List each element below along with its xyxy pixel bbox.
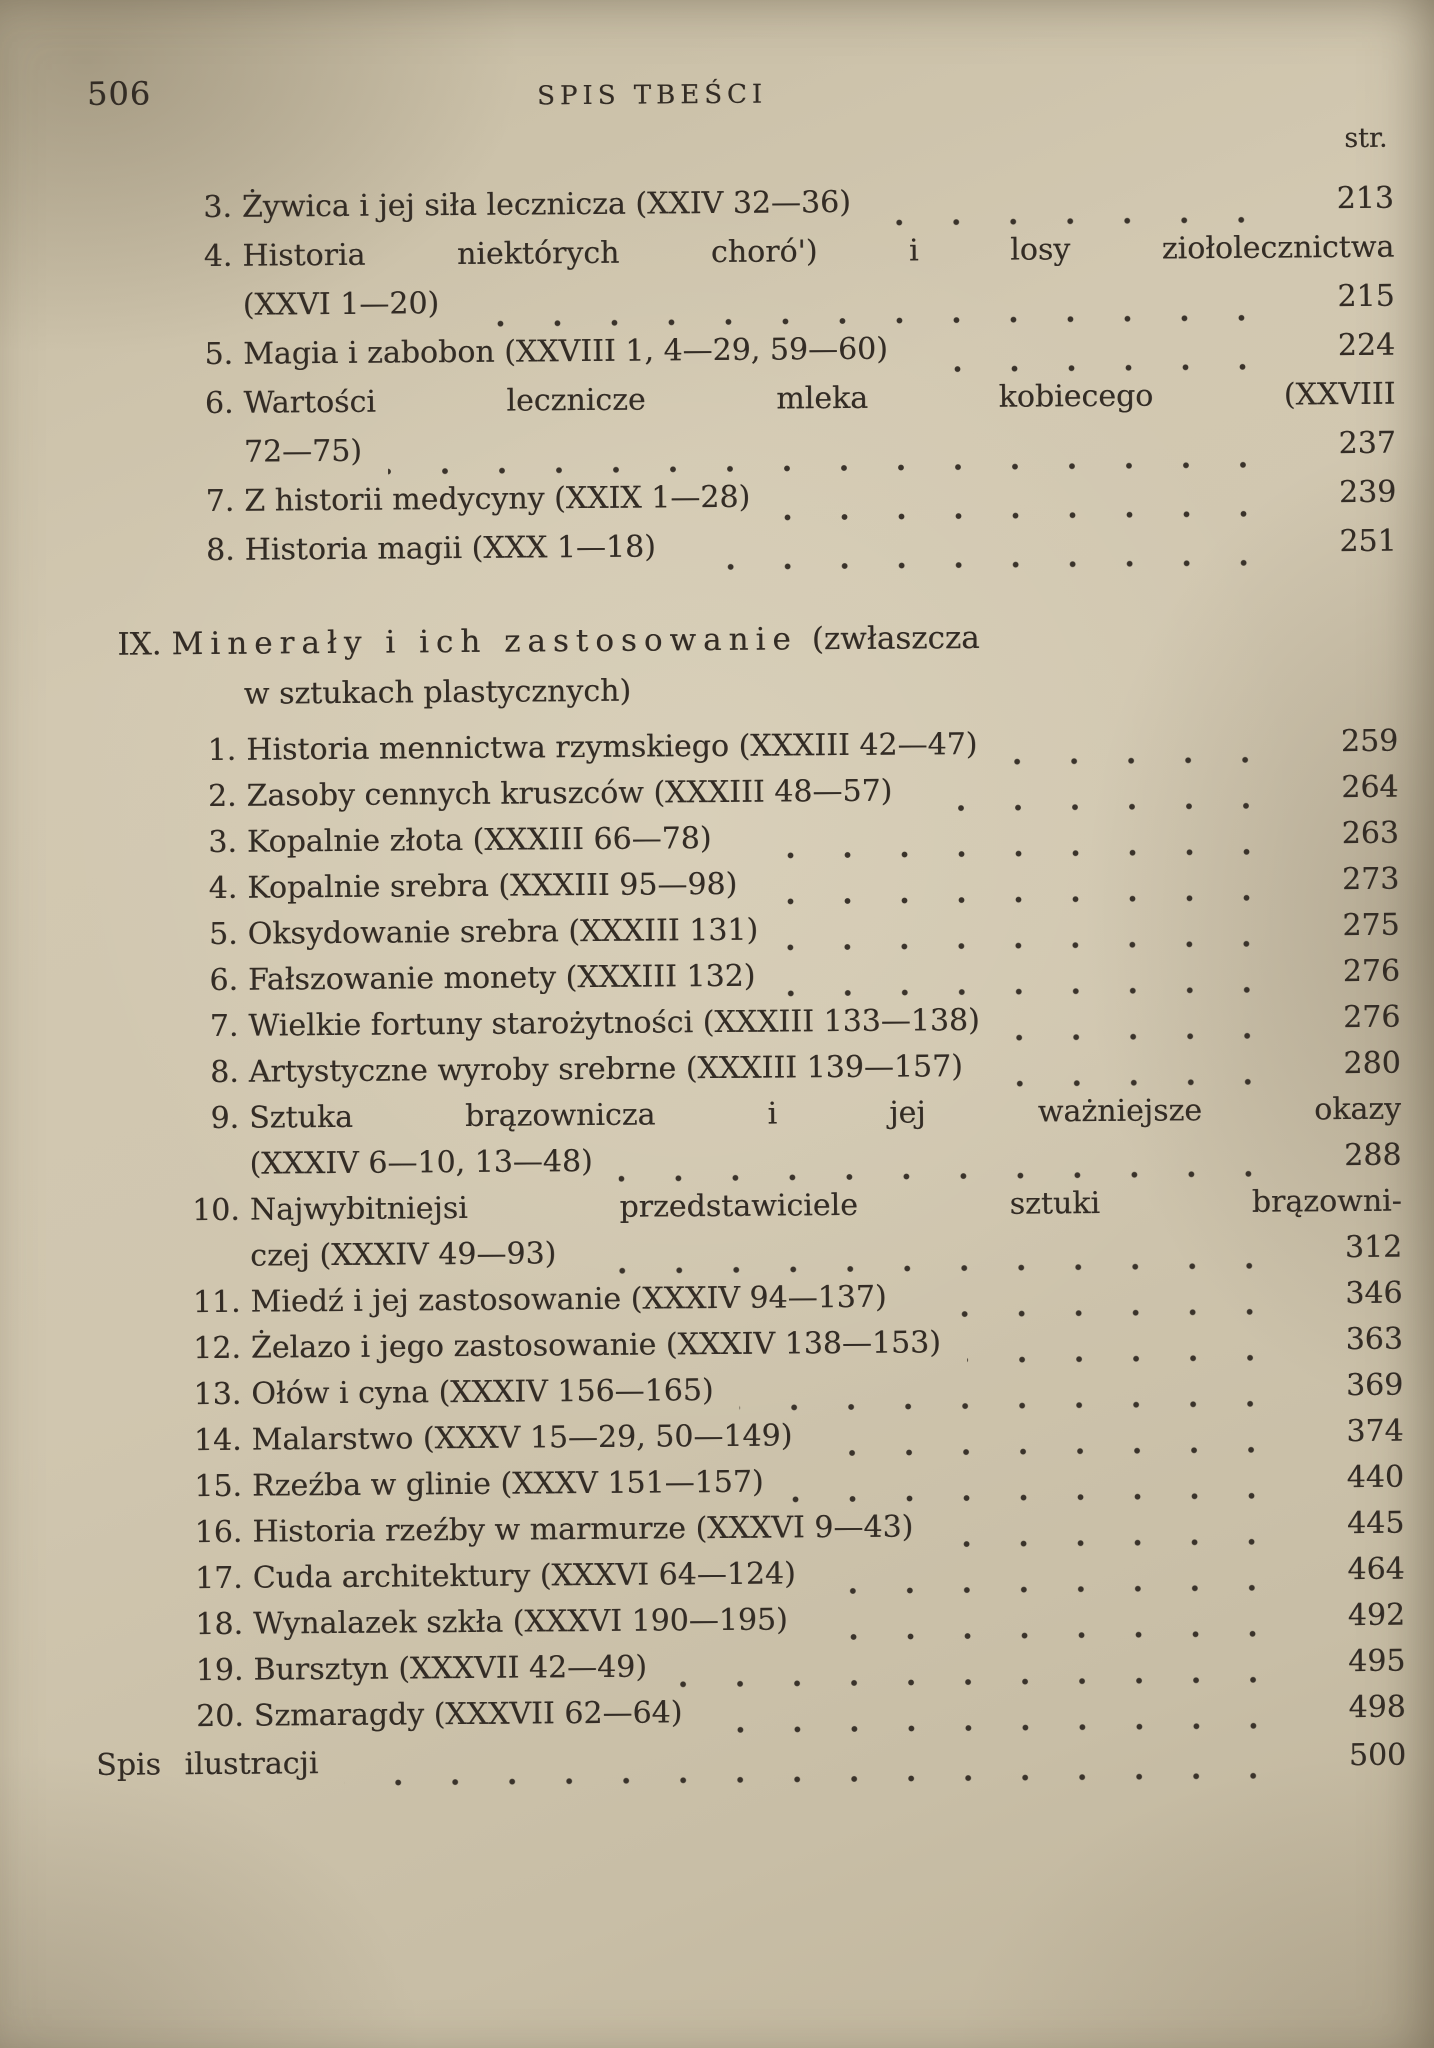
entry-text: Z historii medycyny (XXIX 1—28)	[244, 479, 751, 519]
entry-page-number: 288	[1344, 1137, 1402, 1174]
dot-leader	[1006, 1028, 1301, 1042]
folio-number: 506	[86, 74, 152, 113]
entry-number: 9.	[210, 1100, 240, 1136]
entry-page-number: 312	[1344, 1229, 1403, 1266]
entry-text: (XXXIV 6—10, 13—48)	[249, 1143, 593, 1182]
entry-page-number: 259	[1340, 723, 1399, 760]
dot-leader	[782, 982, 1301, 998]
entry-number: 8.	[205, 532, 235, 569]
section-ix-title-suffix: (zwłaszcza	[811, 619, 980, 658]
entry-text: Oksydowanie srebra (XXXIII 131)	[247, 912, 759, 952]
entry-page-number: 445	[1346, 1505, 1405, 1542]
dot-leader	[913, 1304, 1303, 1319]
section-ix-roman-numeral: IX.	[117, 626, 162, 663]
entry-page-number: 273	[1341, 861, 1400, 898]
entry-number: 11.	[192, 1284, 241, 1321]
entry-number: 13.	[193, 1376, 242, 1413]
entry-number: 2.	[207, 778, 237, 814]
entry-page-number: 495	[1348, 1643, 1406, 1680]
entry-number: 17.	[194, 1560, 243, 1597]
section-ix-line2: w sztukach plastycznych)	[243, 673, 632, 712]
entry-number: 18.	[195, 1606, 244, 1643]
entry-text: Cuda architektury (XXXVI 64—124)	[252, 1556, 796, 1596]
dot-leader	[763, 890, 1299, 906]
entry-page-number: 498	[1348, 1689, 1406, 1726]
entry-text: Historia niektórych choró') i losy ziołolecznictwa	[242, 229, 1395, 274]
entry-number: 20.	[195, 1698, 244, 1735]
footer-entry-page-number: 500	[1348, 1737, 1407, 1774]
dot-leader	[967, 1350, 1303, 1365]
entry-text: Wartości lecznicze mleka kobiecego (XXVIII	[243, 376, 1396, 421]
entry-number: 5.	[208, 916, 238, 952]
entry-text: Zasoby cennych kruszców (XXXIII 48—57)	[246, 773, 893, 814]
entry-page-number: 440	[1346, 1459, 1405, 1496]
entry-text: Magia i zabobon (XXVIII 1, 4—29, 59—60)	[243, 331, 889, 372]
entry-text: Kopalnie złota (XXXIII 66—78)	[246, 821, 712, 860]
entry-number: 16.	[194, 1514, 243, 1551]
entry-number: 5.	[204, 336, 234, 373]
dot-leader	[582, 1258, 1302, 1276]
entry-page-number: 276	[1342, 999, 1401, 1036]
entry-number: 12.	[193, 1330, 242, 1367]
dot-leader	[939, 1534, 1304, 1549]
dot-leader	[989, 1074, 1301, 1088]
dot-leader	[740, 1396, 1304, 1412]
entry-text: 72—75)	[243, 433, 363, 470]
dot-leader	[814, 1626, 1305, 1642]
dot-leader	[822, 1580, 1305, 1596]
entry-page-number: 492	[1347, 1597, 1406, 1634]
entry-text: Malarstwo (XXXV 15—29, 50—149)	[251, 1418, 793, 1458]
dot-leader	[776, 506, 1296, 522]
entry-number: 10.	[192, 1192, 241, 1229]
entry-number: 3.	[208, 824, 238, 860]
entry-number: 8.	[210, 1054, 239, 1090]
footer-entry-label: Spis ilustracji	[96, 1746, 319, 1783]
section-ix-heading	[0, 616, 1434, 728]
entry-text: czej (XXXIV 49—93)	[250, 1236, 557, 1274]
entry-number: 15.	[194, 1468, 243, 1505]
entry-text: Wielkie fortuny starożytności (XXXIII 133—138)	[248, 1002, 980, 1044]
entry-number: 1.	[207, 732, 237, 769]
entry-page-number: 264	[1341, 769, 1399, 806]
entry-number: 7.	[209, 1008, 239, 1044]
entry-number: 14.	[193, 1422, 242, 1459]
dot-leader	[738, 844, 1300, 860]
entry-text: Szmaragdy (XXXVII 62—64)	[253, 1695, 683, 1734]
entry-text: Rzeźba w glinie (XXXV 151—157)	[251, 1464, 764, 1504]
entry-page-number: 213	[1336, 180, 1395, 217]
entry-number: 4.	[208, 870, 238, 906]
dot-leader	[918, 798, 1298, 813]
entry-text: Historia rzeźby w marmurze (XXXVI 9—43)	[252, 1509, 914, 1550]
entry-page-number: 275	[1342, 907, 1400, 944]
dot-leader	[388, 457, 1296, 476]
dot-leader	[914, 359, 1295, 374]
entry-text: Historia mennictwa rzymskiego (XXXIII 42—47)	[246, 726, 978, 768]
entry-text: Żywica i jej siła lecznicza (XXIV 32—36)	[241, 184, 851, 225]
entry-number: 7.	[205, 483, 235, 520]
entry-text: Fałszowanie monety (XXXIII 132)	[247, 958, 756, 998]
entry-number: 3.	[203, 189, 233, 226]
dot-leader	[465, 310, 1295, 329]
entry-number: 6.	[209, 962, 239, 998]
entry-text: Historia magii (XXX 1—18)	[244, 529, 656, 568]
dot-leader	[344, 1768, 1306, 1788]
entry-text: Żelazo i jego zastosowanie (XXXIV 138—153)	[250, 1325, 942, 1366]
entry-page-number: 237	[1338, 425, 1397, 462]
entry-page-number: 251	[1339, 523, 1397, 560]
entry-text: (XXVI 1—20)	[242, 286, 440, 323]
page-column-label: str.	[1344, 122, 1388, 155]
entry-page-number: 224	[1337, 327, 1396, 364]
entry-page-number: 239	[1338, 474, 1397, 511]
entry-text: Miedź i jej zastosowanie (XXXIV 94—137)	[250, 1279, 887, 1320]
dot-leader	[818, 1442, 1303, 1458]
dot-leader	[784, 936, 1300, 952]
entry-page-number: 215	[1337, 278, 1395, 315]
toc-part2-list	[0, 717, 1434, 1746]
entry-page-number: 369	[1345, 1367, 1404, 1404]
dot-leader	[619, 1166, 1302, 1183]
entry-number: 19.	[195, 1652, 244, 1689]
entry-page-number: 263	[1341, 815, 1400, 852]
entry-number: 4.	[203, 238, 233, 275]
section-ix-title: Minerały i ich zastosowanie	[171, 621, 798, 663]
dot-leader	[790, 1488, 1304, 1504]
dot-leader	[708, 1718, 1306, 1735]
toc-part1-list	[0, 174, 1433, 583]
entry-number: 6.	[204, 385, 234, 422]
entry-page-number: 346	[1345, 1275, 1403, 1312]
entry-text: Bursztyn (XXXVII 42—49)	[253, 1649, 648, 1688]
entry-page-number: 276	[1342, 953, 1401, 990]
entry-text: Artystyczne wyroby srebrne (XXXIII 139—157)	[248, 1049, 963, 1090]
toc-entry-line	[179, 524, 1397, 583]
entry-text: Najwybitniejsi przedstawiciele sztuki brązowni-	[249, 1183, 1402, 1228]
entry-page-number: 280	[1343, 1045, 1401, 1082]
toc-footer-entry	[8, 1737, 1434, 1796]
entry-page-number: 363	[1345, 1321, 1404, 1358]
page-header	[0, 0, 1429, 134]
entry-page-number: 464	[1347, 1551, 1405, 1588]
entry-text: Wynalazek szkła (XXXVI 190—195)	[252, 1602, 788, 1642]
dot-leader	[877, 212, 1294, 227]
entry-page-number: 374	[1346, 1413, 1404, 1450]
dot-leader	[673, 1672, 1306, 1689]
entry-text: Kopalnie srebra (XXXIII 95—98)	[247, 866, 738, 906]
toc-entry-line	[188, 1690, 1406, 1746]
entry-text: Ołów i cyna (XXXIV 156—165)	[251, 1373, 714, 1412]
running-head-title: SPIS TBEŚCI	[536, 79, 768, 112]
dot-leader	[682, 555, 1297, 572]
dot-leader	[1004, 752, 1299, 766]
entry-text: Sztuka brązownicza i jej ważniejsze okazy	[249, 1091, 1402, 1136]
